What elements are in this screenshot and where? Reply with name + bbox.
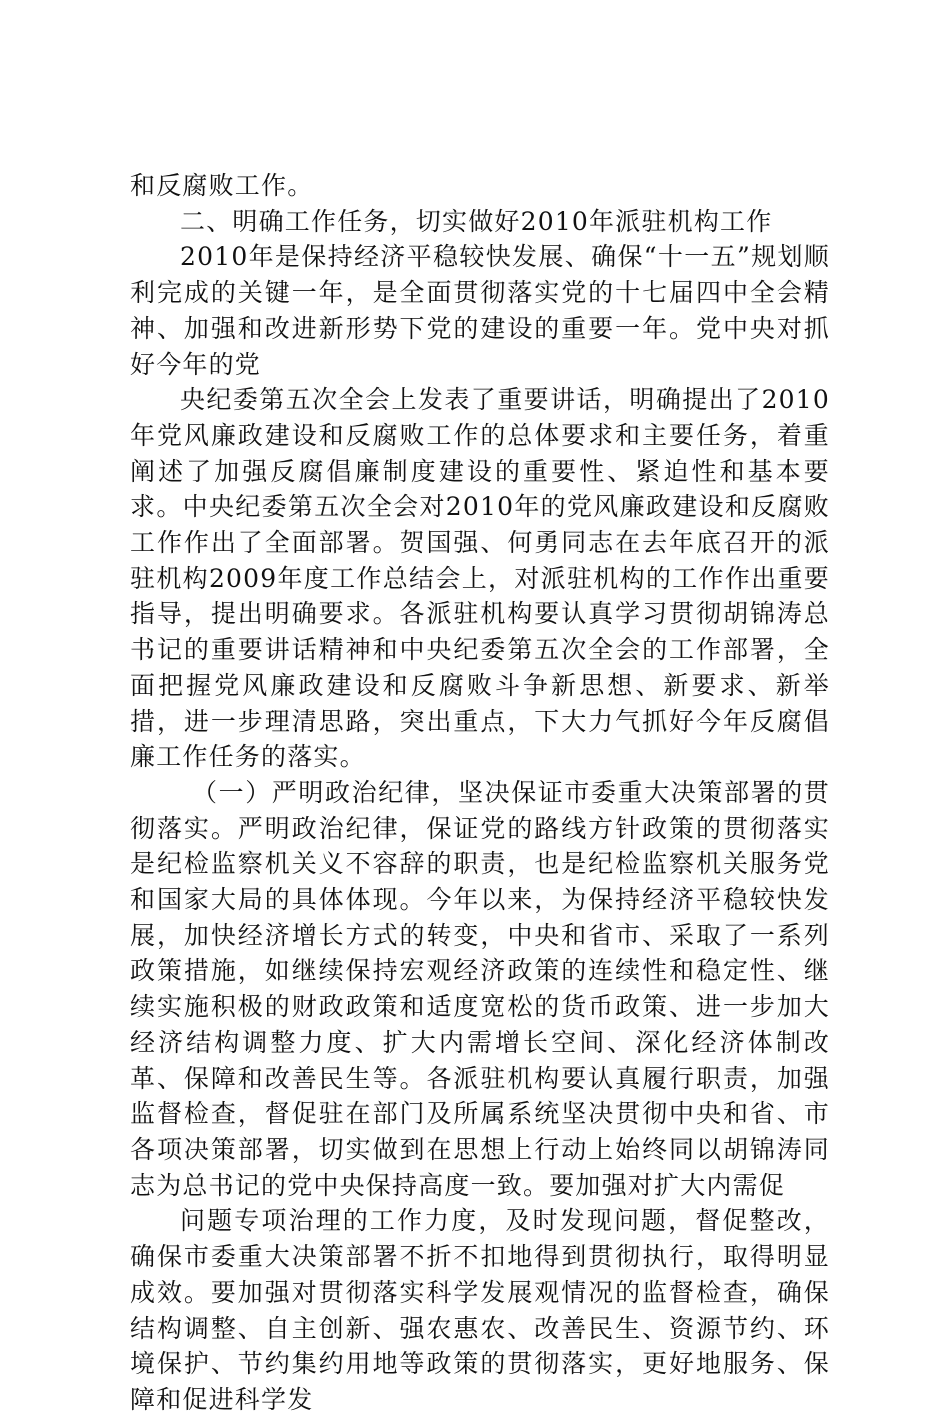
paragraph-closing-line: 和反腐败工作。 bbox=[130, 171, 314, 200]
paragraph-political-discipline: （一）严明政治纪律，坚决保证市委重大决策部署的贯彻落实。严明政治纪律，保证党的路线方针政策的贯彻落实是纪检监察机关义不容辞的职责，也是纪检监察机关服务党和国家大局的具体体现。今年以来，为保持经济平稳较快发展，加快经济增长方式的转变，中央和省市、采取了一系列政策措施，如继续保持宏观经济政策的连续性和稳定性、继续实施积极的财政政策和适度宽松的货币政策、进一步加大经济结构调整力度、扩大内需增长空间、深化经济体制改革、保障和改善民生等。各派驻机构要认真履行职责，加强监督检查，督促驻在部门及所属系统坚决贯彻中央和省、市各项决策部署，切实做到在思想上行动上始终同以胡锦涛同志为总书记的党中央保持高度一致。要加强对扩大内需促 bbox=[130, 777, 830, 1200]
paragraph-special-governance: 问题专项治理的工作力度，及时发现问题，督促整改，确保市委重大决策部署不折不扣地得到贯彻执行，取得明显成效。要加强对贯彻落实科学发展观情况的监督检查，确保结构调整、自主创新、强农惠农、改善民生、资源节约、环境保护、节约集约用地等政策的贯彻落实，更好地服务、保障和促进科学发 bbox=[130, 1206, 830, 1414]
paragraph-central-commission: 央纪委第五次全会上发表了重要讲话，明确提出了2010年党风廉政建设和反腐败工作的总体要求和主要任务，着重阐述了加强反腐倡廉制度建设的重要性、紧迫性和基本要求。中央纪委第五次全会对2010年的党风廉政建设和反腐败工作作出了全面部署。贺国强、何勇同志在去年底召开的派驻机构2009年度工作总结会上，对派驻机构的工作作出重要指导，提出明确要求。各派驻机构要认真学习贯彻胡锦涛总书记的重要讲话精神和中央纪委第五次全会的工作部署，全面把握党风廉政建设和反腐败斗争新思想、新要求、新举措，进一步理清思路，突出重点，下大力气抓好今年反腐倡廉工作任务的落实。 bbox=[130, 385, 830, 772]
document-body bbox=[130, 168, 830, 1418]
paragraph-2010-overview: 2010年是保持经济平稳较快发展、确保“十一五”规划顺利完成的关键一年，是全面贯彻落实党的十七届四中全会精神、加强和改进新形势下党的建设的重要一年。党中央对抓好今年的党 bbox=[130, 242, 830, 379]
section-heading: 二、明确工作任务，切实做好2010年派驻机构工作 bbox=[180, 206, 773, 236]
